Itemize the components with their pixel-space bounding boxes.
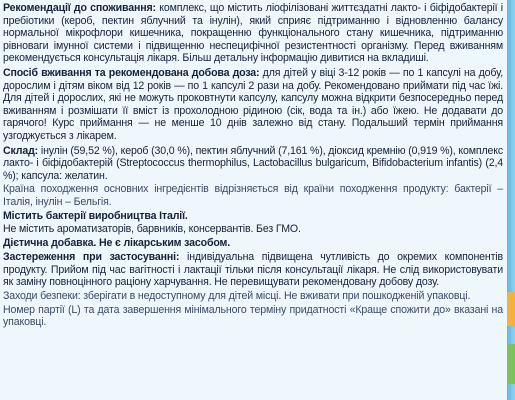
dietary-supplement-title: Дієтична добавка. Не є лікарським засобом. — [3, 236, 231, 249]
bacteria-origin-title: Містить бактерії виробництва Італії. — [3, 209, 188, 222]
package-edge-orange-mark — [507, 292, 515, 326]
dietary-supplement-statement — [3, 237, 503, 250]
safety-measures — [3, 290, 503, 303]
usage-recommendations-title: Рекомендації до споживання: — [3, 2, 156, 14]
warnings-text: індивідуальна підвищена чутливість до окремих компонентів продукту. Прийом під час вагітності і лактації тільки після консультації лікаря. Не слід використовувати як заміну повноцінного раціону харчування. Не перевищувати рекомендовану добову дозу. — [3, 251, 503, 289]
warnings-title: Застереження при застосуванні: — [3, 251, 180, 264]
dosage-text: для дітей у віці 3-12 років — по 1 капсулі на добу, дорослим і дітям віком від 12 років — по 1 капсулі 2 рази на добу. Рекомендовано приймати під час їжі. Для дітей і дорослих, які не можуть проковтнути капсулу, капсулу можна відкрити безпосередньо перед вживанням і розмішати її вміст із прохолодною рідиною (сік, вода та ін.) або їжею. Не додавати до гарячого! Курс приймання — не менше 10 днів залежно від стану. Подальший термін приймання узгоджується з лікарем. — [3, 66, 503, 142]
composition-title: Склад: — [3, 144, 39, 157]
bacteria-origin-statement — [3, 210, 503, 223]
warnings-section — [3, 251, 503, 289]
safety-measures-text: Заходи безпеки: зберігати в недоступному для дітей місці. Не вживати при пошкодженій упаковці. — [3, 290, 471, 303]
origin-note — [3, 183, 503, 208]
package-edge-green-mark — [507, 344, 515, 384]
usage-recommendations-text: комплекс, що містить ліофілізовані життєздатні лакто- і біфідобактерії і пребіотики (кероб, пектин яблучний та інулін), який сприяє підтриманню і відновленню балансу нормальної мікрофлори кишечника, покращенню функціонального стану кишечника, підтриманню рівноваги імунної системи і підвищенню неспецифічної резистентності організму. Перед вживанням рекомендується консультація лікаря. Більш детальну інформацію дивитися на вкладиші. — [3, 2, 503, 65]
origin-note-text: Країна походження основних інгредієнтів відрізняється від країни походження продукту: бактерії – Італія, інулін – Бельгія. — [3, 183, 503, 208]
batch-info-text: Номер партії (L) та дата завершення мінімального терміну придатності «Краще спожити до» вказані на упаковці. — [3, 303, 503, 329]
dosage-title: Спосіб вживання та рекомендована добова доза: — [3, 66, 260, 79]
package-edge — [507, 0, 515, 400]
batch-info — [3, 304, 503, 329]
usage-recommendations — [3, 2, 503, 65]
no-additives-text: Не містить ароматизаторів, барвників, консервантів. Без ГМО. — [3, 223, 301, 236]
composition-text: інулін (59,52 %), кероб (30,0 %), пектин яблучний (7,161 %), діоксид кремнію (0,919 %), комплекс лакто- і біфідобактерій (Streptococcus thermophilus, Lactobacillus bulgaricum, Bifidobacterium infantis) (2,4 %); капсула: желатин. — [3, 144, 503, 182]
dosage-section — [3, 67, 503, 143]
no-additives-note — [3, 223, 503, 236]
composition-section — [3, 145, 503, 183]
